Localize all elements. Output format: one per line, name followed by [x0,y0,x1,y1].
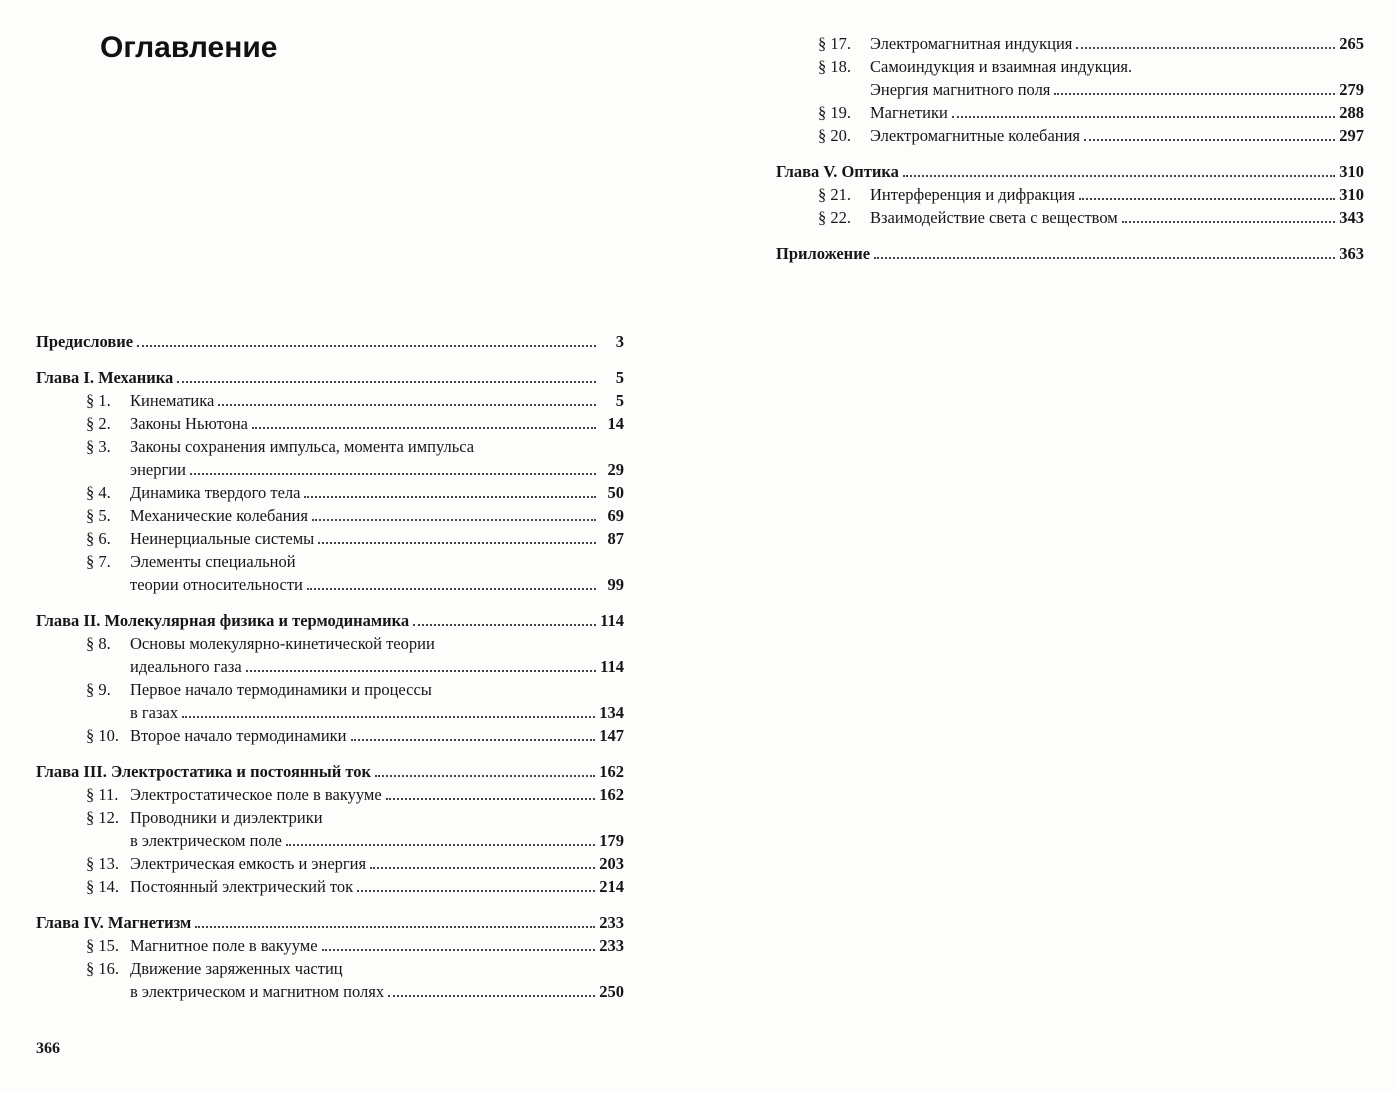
toc-page: 114 [600,657,624,676]
section-number: § 12. [86,808,119,827]
section-number: § 5. [86,506,111,525]
section-number: § 17. [818,34,851,53]
toc-page: 279 [1339,80,1364,99]
toc-page: 288 [1339,103,1364,122]
toc-entry-chapter-5[interactable] [776,160,1364,183]
toc-label: Взаимодействие света с веществом [870,208,1118,227]
toc-label: Электрическая емкость и энергия [130,854,367,873]
toc-label: Глава V. Оптика [776,162,899,181]
toc-label: Электростатическое поле в вакууме [130,785,382,804]
toc-entry-chapter-3[interactable] [36,760,624,783]
toc-entry-section-20[interactable] [776,124,1364,147]
toc-label: Кинематика [130,391,215,410]
section-number: § 14. [86,877,119,896]
dot-leader [190,473,596,475]
toc-label: Движение заряженных частиц [130,959,343,978]
toc-label: Глава I. Механика [36,368,174,387]
toc-entry-section-6[interactable] [36,527,624,550]
toc-entry-section-12-cont[interactable] [36,829,624,852]
toc-label: Законы Ньютона [130,414,249,433]
toc-entry-chapter-1[interactable] [36,366,624,389]
toc-entry-section-2[interactable] [36,412,624,435]
toc-left-column [36,330,624,1003]
toc-page: 134 [599,703,624,722]
toc-entry-section-18[interactable] [776,55,1364,78]
toc-page: 214 [599,877,624,896]
section-number: § 18. [818,57,851,76]
toc-page: 5 [615,391,624,410]
section-number: § 16. [86,959,119,978]
toc-entry-section-8[interactable] [36,632,624,655]
section-number: § 15. [86,936,119,955]
toc-page: 5 [615,368,624,387]
toc-label: в газах [130,703,179,722]
toc-label: Интерференция и дифракция [870,185,1076,204]
toc-page: 297 [1339,126,1364,145]
toc-entry-section-7[interactable] [36,550,624,573]
toc-page: 310 [1339,162,1364,181]
toc-label: Приложение [776,244,871,263]
dot-leader [357,890,595,892]
toc-entry-appendix[interactable] [776,242,1364,265]
toc-entry-section-22[interactable] [776,206,1364,229]
dot-leader [952,116,1335,118]
toc-entry-section-16-cont[interactable] [36,980,624,1003]
toc-page: 99 [607,575,624,594]
toc-entry-section-4[interactable] [36,481,624,504]
toc-label: идеального газа [130,657,242,676]
toc-label: Предисловие [36,332,134,351]
toc-page: 250 [599,982,624,1001]
dot-leader [307,588,596,590]
dot-leader [1054,93,1335,95]
toc-page: 69 [607,506,624,525]
toc-entry-section-7-cont[interactable] [36,573,624,596]
toc-entry-section-17[interactable] [776,32,1364,55]
dot-leader [388,995,595,997]
toc-entry-section-3-cont[interactable] [36,458,624,481]
toc-page: 114 [600,611,624,630]
dot-leader [177,381,596,383]
toc-entry-section-14[interactable] [36,875,624,898]
toc-label: Первое начало термодинамики и процессы [130,680,432,699]
toc-label: Законы сохранения импульса, момента импульса [130,437,475,456]
toc-label: Глава III. Электростатика и постоянный ток [36,762,372,781]
section-number: § 2. [86,414,111,433]
toc-label: Механические колебания [130,506,308,525]
toc-entry-preface[interactable] [36,330,624,353]
dot-leader [1079,198,1335,200]
toc-entry-section-21[interactable] [776,183,1364,206]
dot-leader [903,175,1335,177]
dot-leader [218,404,596,406]
toc-entry-section-9[interactable] [36,678,624,701]
toc-label: Проводники и диэлектрики [130,808,323,827]
dot-leader [182,716,595,718]
toc-entry-section-18-cont[interactable] [776,78,1364,101]
section-number: § 3. [86,437,111,456]
toc-page: 203 [599,854,624,873]
section-number: § 11. [86,785,119,804]
toc-label: Глава IV. Магнетизм [36,913,192,932]
toc-entry-section-3[interactable] [36,435,624,458]
dot-leader [252,427,596,429]
toc-label: в электрическом и магнитном полях [130,982,385,1001]
toc-page: 179 [599,831,624,850]
toc-label: Постоянный электрический ток [130,877,354,896]
dot-leader [137,345,596,347]
toc-page: 14 [607,414,624,433]
dot-leader [1084,139,1335,141]
dot-leader [286,844,595,846]
toc-label: Электромагнитная индукция [870,34,1073,53]
toc-label: энергии [130,460,186,479]
toc-entry-section-13[interactable] [36,852,624,875]
toc-label: в электрическом поле [130,831,283,850]
section-number: § 20. [818,126,851,145]
section-number: § 10. [86,726,119,745]
toc-entry-section-15[interactable] [36,934,624,957]
toc-label: Динамика твердого тела [130,483,301,502]
toc-label: Магнетики [870,103,948,122]
section-number: § 9. [86,680,111,699]
toc-entry-section-16[interactable] [36,957,624,980]
toc-page: 162 [599,785,624,804]
section-number: § 1. [86,391,111,410]
toc-page: 162 [599,762,624,781]
page-number: 366 [36,1040,60,1057]
toc-entry-section-12[interactable] [36,806,624,829]
dot-leader [195,926,595,928]
toc-entry-chapter-4[interactable] [36,911,624,934]
toc-page: 87 [607,529,624,548]
toc-label: Основы молекулярно-кинетической теории [130,634,435,653]
toc-entry-section-8-cont[interactable] [36,655,624,678]
dot-leader [1122,221,1336,223]
toc-entry-chapter-2[interactable] [36,609,624,632]
toc-label: Магнитное поле в вакууме [130,936,318,955]
toc-entry-section-11[interactable] [36,783,624,806]
toc-page: 29 [607,460,624,479]
section-number: § 8. [86,634,111,653]
toc-label: Неинерциальные системы [130,529,315,548]
toc-label: Самоиндукция и взаимная индукция. [870,57,1133,76]
toc-page: 3 [615,332,624,351]
toc-page: 50 [607,483,624,502]
dot-leader [351,739,596,741]
toc-page: 233 [599,913,624,932]
dot-leader [312,519,596,521]
toc-right-column [776,32,1364,265]
toc-entry-section-1[interactable] [36,389,624,412]
section-number: § 7. [86,552,111,571]
section-number: § 6. [86,529,111,548]
section-number: § 19. [818,103,851,122]
toc-label: теории относительности [130,575,303,594]
toc-page: 233 [599,936,624,955]
dot-leader [375,775,595,777]
toc-label: Второе начало термодинамики [130,726,347,745]
dot-leader [386,798,596,800]
section-number: § 4. [86,483,111,502]
toc-page: 147 [599,726,624,745]
section-number: § 22. [818,208,851,227]
dot-leader [874,257,1335,259]
dot-leader [322,949,596,951]
toc-label: Элементы специальной [130,552,296,571]
dot-leader [318,542,596,544]
dot-leader [413,624,596,626]
toc-label: Энергия магнитного поля [870,80,1051,99]
toc-entry-section-10[interactable] [36,724,624,747]
dot-leader [304,496,596,498]
toc-label: Электромагнитные колебания [870,126,1081,145]
toc-page: 310 [1339,185,1364,204]
page-title: Оглавление [100,31,278,64]
toc-entry-section-5[interactable] [36,504,624,527]
toc-entry-section-9-cont[interactable] [36,701,624,724]
toc-page: 265 [1339,34,1364,53]
section-number: § 21. [818,185,851,204]
toc-page: 343 [1339,208,1364,227]
toc-entry-section-19[interactable] [776,101,1364,124]
dot-leader [370,867,595,869]
toc-label: Глава II. Молекулярная физика и термодинамика [36,611,410,630]
section-number: § 13. [86,854,119,873]
toc-page: 363 [1339,244,1364,263]
dot-leader [1076,47,1335,49]
dot-leader [246,670,596,672]
